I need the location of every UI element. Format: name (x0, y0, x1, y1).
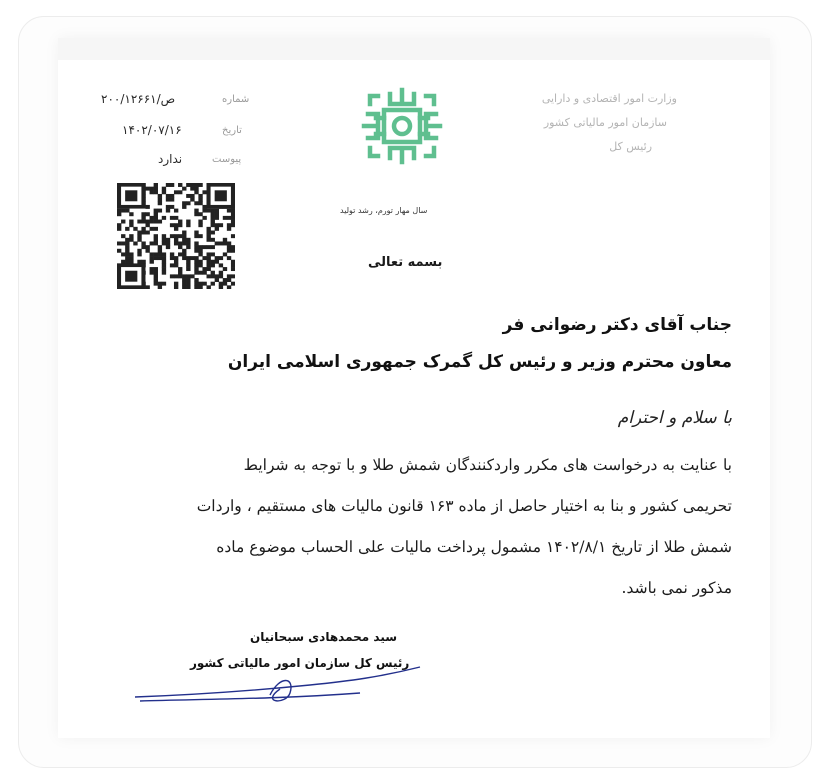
body-line-1: با عنایت به درخواست های مکرر واردکنندگان شمش طلا و با توجه به شرایط (243, 456, 732, 474)
letter-attachment-label: پیوست (212, 154, 242, 165)
signer-name: سید محمدهادی سبحانیان (250, 630, 398, 644)
body-line-2: تحریمی کشور و بنا به اختیار حاصل از ماده ۱۶۳ قانون مالیات های مستقیم ، واردات (196, 497, 732, 515)
letter-number: ۲۰۰/۱۲۶۶۱/ص (101, 92, 176, 106)
bismillah: بسمه تعالی (368, 255, 443, 270)
signer-title: رئیس کل سازمان امور مالیاتی کشور (190, 656, 410, 670)
organization-name: سازمان امور مالیاتی کشور (543, 116, 667, 129)
page-top-band (58, 38, 770, 60)
ministry-name: وزارت امور اقتصادی و دارایی (541, 92, 677, 105)
body-line-4: مذکور نمی باشد. (621, 579, 732, 597)
body-line-3: شمش طلا از تاریخ ۱۴۰۲/۸/۱ مشمول پرداخت مالیات علی الحساب موضوع ماده (216, 538, 732, 556)
letter-date: ۱۴۰۲/۰۷/۱۶ (122, 123, 182, 137)
letter-date-label: تاریخ (222, 125, 242, 136)
tax-organization-emblem-icon (360, 86, 444, 166)
qr-code-icon (117, 183, 235, 289)
letter-number-label: شماره (222, 94, 250, 105)
year-slogan: سال مهار تورم، رشد تولید (340, 206, 428, 215)
addressee-title: معاون محترم وزیر و رئیس کل گمرک جمهوری اسلامی ایران (227, 352, 732, 372)
office-name: رئیس کل (609, 140, 652, 153)
salutation: با سلام و احترام (617, 408, 732, 428)
handwritten-signature (130, 655, 430, 715)
letter-attachment: ندارد (158, 152, 183, 166)
addressee-name: جناب آقای دکتر رضوانی فر (502, 315, 732, 335)
